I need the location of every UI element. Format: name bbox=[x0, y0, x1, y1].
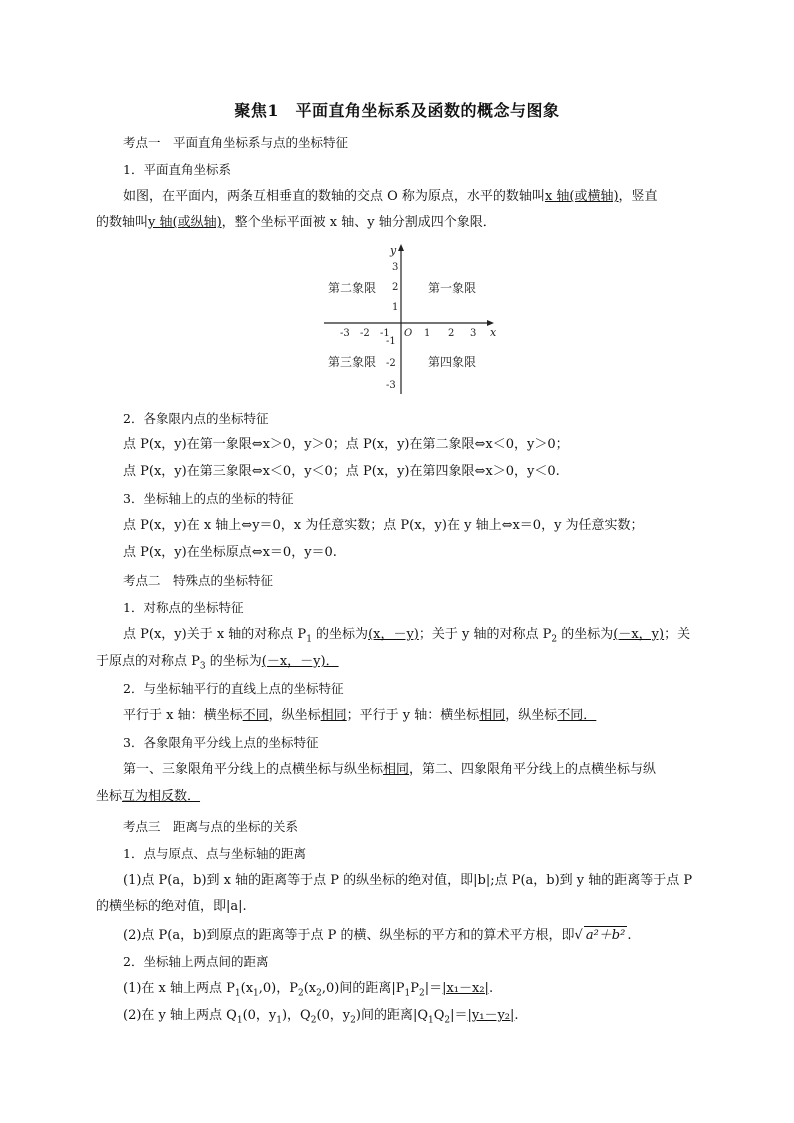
x-axis-label: x bbox=[490, 326, 497, 339]
page-title: 聚焦1 平面直角坐标系及函数的概念与图象 bbox=[234, 101, 560, 120]
section2-subheading-3: 3．各象限角平分线上点的坐标特征 bbox=[123, 735, 319, 750]
axis-rule-2: 点 P(x，y)在坐标原点⇔x＝0，y＝0. bbox=[123, 545, 337, 560]
x-tick-label: -1 bbox=[380, 328, 390, 339]
y-axis-distance-rule: (2)在 y 轴上两点 $Q_1(0$，$y_1$)，$Q_2(0$，$y_2$)间的距离$|Q_1Q_2|=|y_1-y_2|$. bbox=[123, 1008, 519, 1026]
y-tick-label: 3 bbox=[392, 262, 399, 273]
parallel-rule: 平行于 x 轴：横坐标不同，纵坐标相同；平行于 y 轴：横坐标相同，纵坐标不同． bbox=[123, 708, 597, 723]
section3-heading: 考点三 距离与点的坐标的关系 bbox=[123, 819, 299, 834]
y-tick-label: 1 bbox=[392, 302, 399, 313]
section3-subheading-2: 2．坐标轴上两点间的距离 bbox=[123, 954, 269, 969]
x-tick-label: 1 bbox=[424, 328, 431, 339]
quadrant-label-4: 第四象限 bbox=[428, 355, 477, 369]
origin-label: O bbox=[404, 328, 413, 339]
x-tick-label: 3 bbox=[470, 328, 477, 339]
distance-rule-1-line1: (1)点 P(a，b)到 x 轴的距离等于点 P 的纵坐标的绝对值，即|b|;点 P(a，b)到 y 轴的距离等于点 P bbox=[123, 873, 693, 888]
bisector-rule-line1: 第一、三象限角平分线上的点横坐标与纵坐标相同，第二、四象限角平分线上的点横坐标与纵 bbox=[123, 762, 657, 777]
quadrant-label-1: 第一象限 bbox=[428, 281, 477, 295]
y-tick-label: -1 bbox=[386, 336, 396, 347]
section2-subheading-2: 2．与坐标轴平行的直线上点的坐标特征 bbox=[123, 681, 344, 696]
x-tick-label: -2 bbox=[360, 328, 370, 339]
section1-para1-line1: 如图，在平面内，两条互相垂直的数轴的交点 O 称为原点，水平的数轴叫x 轴(或横轴)，竖直 bbox=[123, 189, 658, 204]
section1-subheading-1: 1．平面直角坐标系 bbox=[123, 162, 231, 177]
symmetry-line-2: 于原点的对称点 $P_3$ 的坐标为(－x，－y)． bbox=[96, 654, 339, 672]
symmetry-line-1: 点 P(x，y)关于 x 轴的对称点 $P_1$ 的坐标为(x，－y)；关于 y 轴的对称点 $P_2$ 的坐标为(－x，y)；关 bbox=[123, 627, 691, 645]
section3-subheading-1: 1．点与原点、点与坐标轴的距离 bbox=[123, 846, 306, 861]
quadrant-rule-1: 点 P(x，y)在第一象限⇔x＞0，y＞0；点 P(x，y)在第二象限⇔x＜0，y＞0； bbox=[123, 437, 569, 452]
y-tick-label: -2 bbox=[386, 358, 396, 369]
x-tick-label: -3 bbox=[340, 328, 350, 339]
section1-subheading-2: 2．各象限内点的坐标特征 bbox=[123, 411, 269, 426]
bisector-rule-line2: 坐标互为相反数． bbox=[96, 789, 201, 804]
section1-para1-line2: 的数轴叫y 轴(或纵轴)，整个坐标平面被 x 轴、y 轴分割成四个象限． bbox=[96, 215, 496, 230]
y-axis-label: y bbox=[390, 244, 397, 257]
y-tick-label: -3 bbox=[386, 380, 396, 391]
distance-rule-2: (2)点 P(a，b)到原点的距离等于点 P 的横、纵坐标的平方和的算术平方根，即√ a²＋b² . bbox=[123, 928, 632, 943]
y-tick-label: 2 bbox=[392, 282, 399, 293]
section1-subheading-3: 3．坐标轴上的点的坐标的特征 bbox=[123, 491, 294, 506]
quadrant-rule-2: 点 P(x，y)在第三象限⇔x＜0，y＜0；点 P(x，y)在第四象限⇔x＞0，y＜0. bbox=[123, 464, 560, 479]
section2-subheading-1: 1．对称点的坐标特征 bbox=[123, 600, 244, 615]
section1-heading: 考点一 平面直角坐标系与点的坐标特征 bbox=[123, 135, 349, 150]
distance-rule-1-line2: 的横坐标的绝对值，即|a|. bbox=[96, 899, 247, 914]
x-tick-label: 2 bbox=[448, 328, 455, 339]
x-axis-distance-rule: (1)在 x 轴上两点 $P_1(x_1,0)$，$P_2(x_2,0)$间的距离$|P_1P_2|=|x_1-x_2|$. bbox=[123, 981, 494, 999]
axis-rule-1: 点 P(x，y)在 x 轴上⇔y＝0，x 为任意实数；点 P(x，y)在 y 轴上⇔x＝0，y 为任意实数； bbox=[123, 518, 644, 533]
quadrant-label-2: 第二象限 bbox=[328, 281, 377, 295]
coordinate-plane-figure bbox=[318, 240, 498, 400]
section2-heading: 考点二 特殊点的坐标特征 bbox=[123, 573, 274, 588]
y-axis-arrow bbox=[398, 244, 404, 251]
quadrant-label-3: 第三象限 bbox=[328, 355, 377, 369]
